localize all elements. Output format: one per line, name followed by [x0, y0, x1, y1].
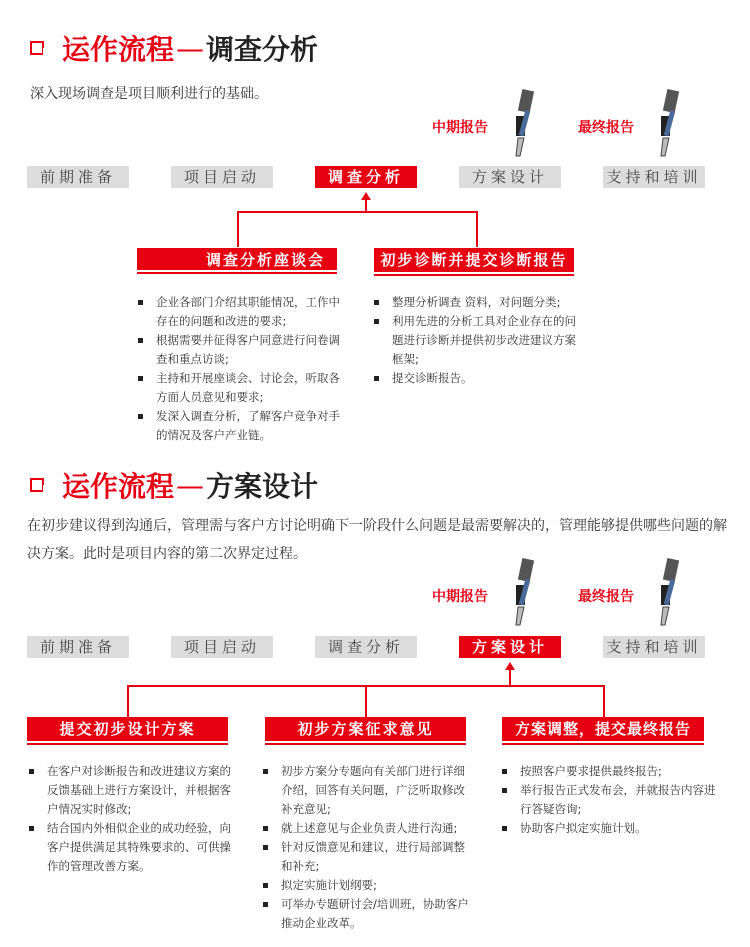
title-dash: —: [176, 468, 205, 502]
list-item: 发深入调查分析，了解客户竞争对手的情况及客户产业链。: [134, 407, 344, 445]
card-list: [134, 293, 344, 445]
step-support: 支持和培训: [603, 166, 705, 188]
mid-report-label: 中期报告: [432, 120, 488, 136]
title-dash: —: [176, 31, 205, 65]
section2-intro: 在初步建议得到沟通后，管理需与客户方讨论明确下一阶段什么问题是最需要解决的，管理能够提供哪些问题的解决方案。此时是项目内容的第二次界定过程。: [27, 518, 727, 562]
mid-report-label: 中期报告: [432, 589, 488, 605]
title-black-text: 调查分析: [206, 33, 319, 66]
list-item: 初步方案分专题向有关部门进行详细介绍，回答有关问题，广泛听取修改补充意见;: [259, 762, 471, 819]
card-list: [25, 762, 235, 876]
pen-icon: [655, 88, 685, 158]
connector-line: [237, 211, 477, 213]
list-item: 针对反馈意见和建议，进行局部调整和补充;: [259, 838, 471, 876]
checkbox-square-icon: [30, 41, 44, 55]
card-header: 调查分析座谈会: [137, 248, 337, 272]
title-red-text: 运作流程: [62, 470, 175, 503]
card-list: [370, 293, 585, 388]
step-kickoff: 项目启动: [171, 636, 273, 658]
list-item: 企业各部门介绍其职能情况，工作中存在的问题和改进的要求;: [134, 293, 344, 331]
title-red-text: 运作流程: [62, 33, 175, 66]
final-report-label: 最终报告: [578, 120, 634, 136]
step-support: 支持和培训: [603, 636, 705, 658]
connector-line: [509, 668, 511, 686]
step-prep: 前期准备: [27, 166, 129, 188]
list-item: 协助客户拟定实施计划。: [498, 819, 720, 838]
card-header: 初步方案征求意见: [265, 717, 466, 743]
step-kickoff: 项目启动: [171, 166, 273, 188]
connector-line: [127, 685, 129, 717]
card-header: 方案调整，提交最终报告: [502, 717, 704, 743]
card-list: [498, 762, 720, 838]
section1-intro: 深入现场调查是项目顺利进行的基础。: [30, 86, 268, 102]
list-item: 可举办专题研讨会/培训班，协助客户推动企业改革。: [259, 895, 471, 933]
list-item: 根据需要并征得客户同意进行问卷调查和重点访谈;: [134, 331, 344, 369]
list-item: 拟定实施计划纲要;: [259, 876, 471, 895]
card-list: [259, 762, 471, 933]
connector-line: [603, 685, 605, 717]
list-item: 就上述意见与企业负责人进行沟通;: [259, 819, 471, 838]
step-design: 方案设计: [459, 166, 561, 188]
connector-line: [365, 685, 367, 717]
step-design: 方案设计: [459, 636, 561, 658]
pen-icon: [655, 557, 685, 627]
list-item: 主持和开展座谈会、讨论会，听取各方面人员意见和要求;: [134, 369, 344, 407]
step-prep: 前期准备: [27, 636, 129, 658]
connector-line: [365, 198, 367, 212]
section2-title: [30, 465, 318, 505]
list-item: 提交诊断报告。: [370, 369, 585, 388]
list-item: 利用先进的分析工具对企业存在的问题进行诊断并提供初步改进建议方案框架;: [370, 312, 585, 369]
card-header: 初步诊断并提交诊断报告: [374, 248, 574, 274]
section1-title: [30, 28, 318, 68]
card-header: 提交初步设计方案: [27, 717, 228, 743]
checkbox-square-icon: [30, 478, 44, 492]
connector-line: [237, 211, 239, 247]
pen-icon: [510, 557, 540, 627]
list-item: 举行报告正式发布会，并就报告内容进行答疑咨询;: [498, 781, 720, 819]
list-item: 按照客户要求提供最终报告;: [498, 762, 720, 781]
title-black-text: 方案设计: [206, 470, 319, 503]
step-survey: 调查分析: [315, 636, 417, 658]
final-report-label: 最终报告: [578, 589, 634, 605]
list-item: 结合国内外相似企业的成功经验，向客户提供满足其特殊要求的、可供操作的管理改善方案。: [25, 819, 235, 876]
step-survey: 调查分析: [315, 166, 417, 188]
connector-line: [476, 211, 478, 247]
pen-icon: [510, 88, 540, 158]
list-item: 整理分析调查 资料，对问题分类;: [370, 293, 585, 312]
list-item: 在客户对诊断报告和改进建议方案的反馈基础上进行方案设计，并根据客户情况实时修改;: [25, 762, 235, 819]
